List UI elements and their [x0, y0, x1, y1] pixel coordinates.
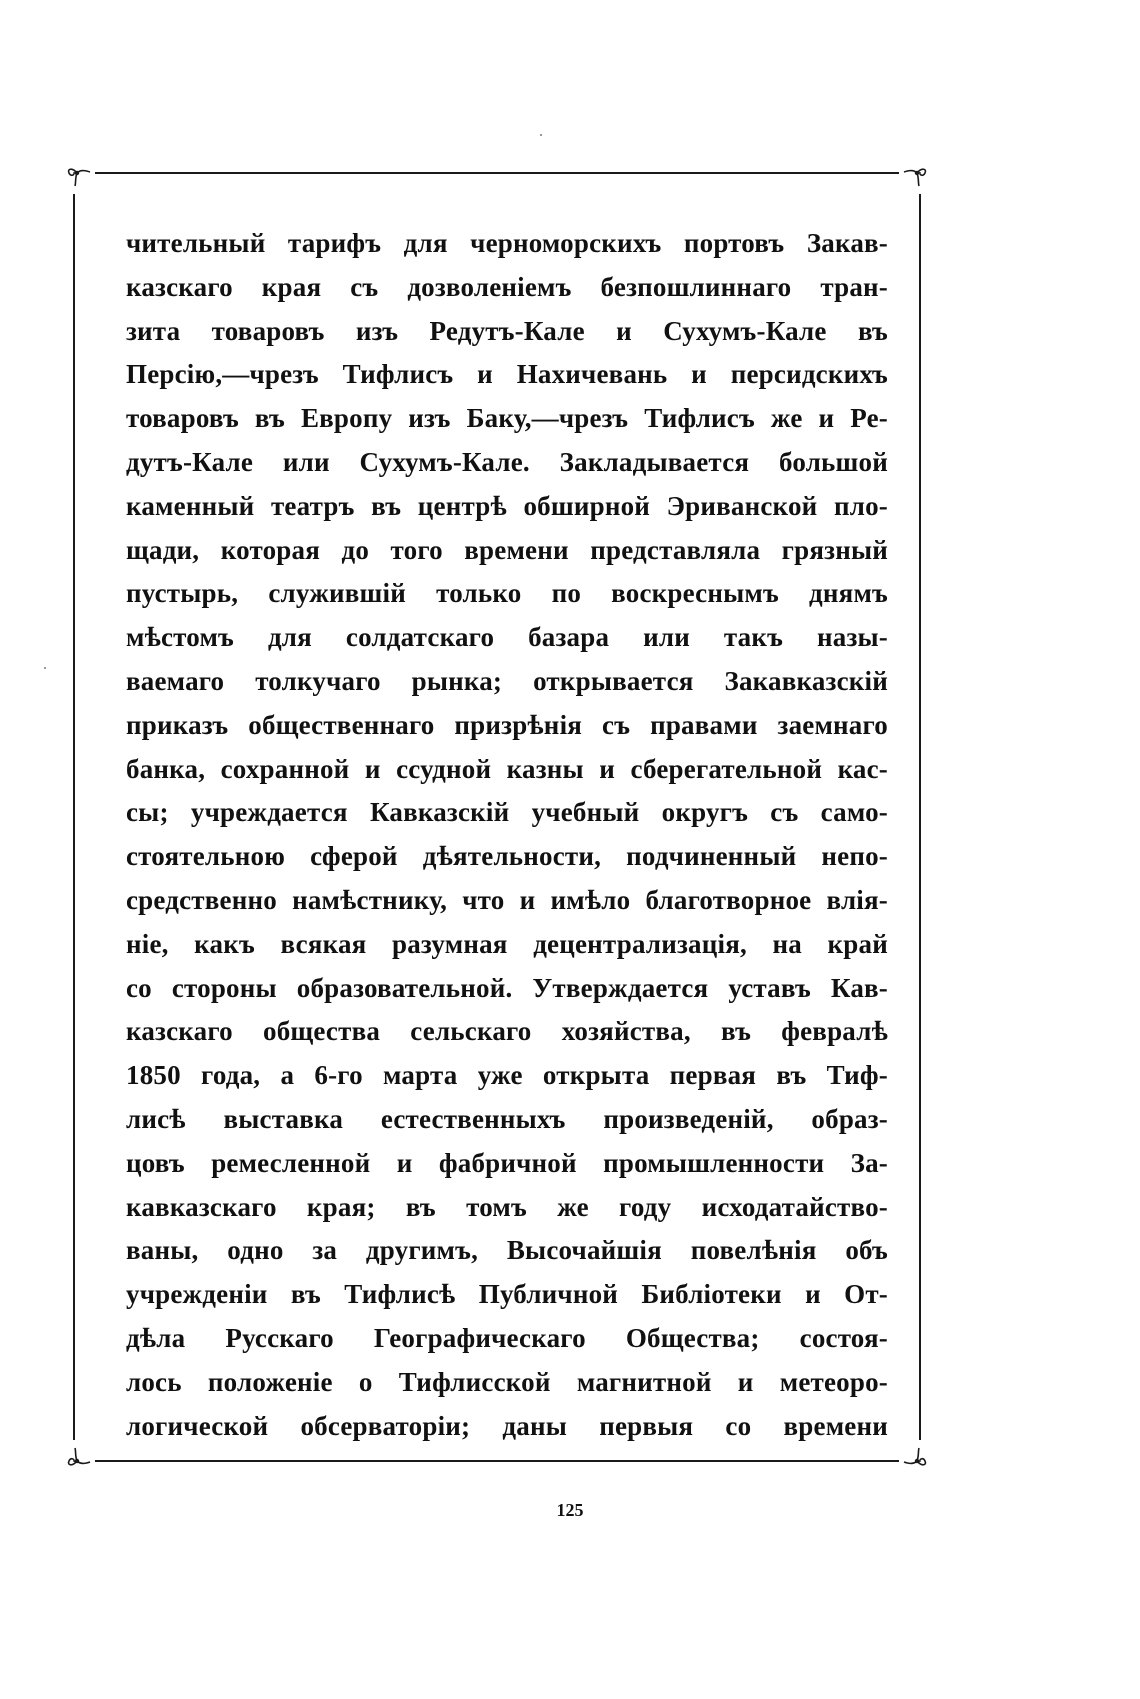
border-right-line	[919, 194, 921, 1440]
text-line: казскаго общества сельскаго хозяйства, въ февралѣ	[126, 1016, 888, 1047]
text-line: лось положеніе о Тифлисской магнитной и метеоро-	[126, 1366, 888, 1397]
border-bottom-line	[95, 1460, 899, 1462]
floral-corner-icon	[903, 1447, 931, 1475]
border-top-line	[95, 172, 899, 174]
floral-corner-icon	[63, 1447, 91, 1475]
text-line: ваны, одно за другимъ, Высочайшія повелѣнія объ	[126, 1235, 888, 1266]
floral-corner-icon	[903, 159, 931, 187]
text-line: со стороны образовательной. Утверждается уставъ Кав-	[126, 972, 888, 1003]
text-line: кавказскаго края; въ томъ же году исходатайство-	[126, 1191, 888, 1222]
text-line: щади, которая до того времени представляла грязный	[126, 534, 888, 565]
text-line: цовъ ремесленной и фабричной промышленности За-	[126, 1147, 888, 1178]
text-line: логической обсерваторіи; даны первыя со времени	[126, 1410, 888, 1441]
text-line: стоятельною сферой дѣятельности, подчиненный непо-	[126, 841, 888, 872]
text-line: лисѣ выставка естественныхъ произведеній, образ-	[126, 1103, 888, 1134]
border-left-line	[73, 194, 75, 1440]
text-line: 1850 года, а 6-го марта уже открыта первая въ Тиф-	[126, 1060, 888, 1091]
text-line: пустырь, служившій только по воскреснымъ днямъ	[126, 578, 888, 609]
text-line: Персію,—чрезъ Тифлисъ и Нахичевань и персидскихъ	[126, 359, 888, 390]
text-line: мѣстомъ для солдатскаго базара или такъ назы-	[126, 622, 888, 653]
text-line: дѣла Русскаго Географическаго Общества; состоя-	[126, 1322, 888, 1353]
floral-corner-icon	[63, 159, 91, 187]
print-speck	[44, 667, 46, 669]
page-body-text	[126, 222, 888, 1448]
text-line: чительный тарифъ для черноморскихъ портовъ Закав-	[126, 228, 888, 258]
print-speck	[540, 134, 542, 136]
text-line: дутъ-Кале или Сухумъ-Кале. Закладывается большой	[126, 446, 888, 477]
text-line: сы; учреждается Кавказскій учебный округъ съ само-	[126, 797, 888, 828]
text-line: ваемаго толкучаго рынка; открывается Закавказскій	[126, 665, 888, 696]
text-line: банка, сохранной и ссудной казны и сберегательной кас-	[126, 753, 888, 784]
text-line: каменный театръ въ центрѣ обширной Эриванской пло-	[126, 490, 888, 521]
text-line: учрежденіи въ Тифлисѣ Публичной Библіотеки и От-	[126, 1279, 888, 1310]
text-line: ніе, какъ всякая разумная децентрализація, на край	[126, 928, 888, 959]
text-line: средственно намѣстнику, что и имѣло благотворное влія-	[126, 884, 888, 915]
text-line: казскаго края съ дозволеніемъ безпошлиннаго тран-	[126, 271, 888, 302]
text-line: зита товаровъ изъ Редутъ-Кале и Сухумъ-Кале въ	[126, 315, 888, 346]
page-number: 125	[556, 1500, 584, 1520]
text-line: товаровъ въ Европу изъ Баку,—чрезъ Тифлисъ же и Ре-	[126, 403, 888, 434]
text-line: приказъ общественнаго призрѣнія съ правами заемнаго	[126, 709, 888, 740]
